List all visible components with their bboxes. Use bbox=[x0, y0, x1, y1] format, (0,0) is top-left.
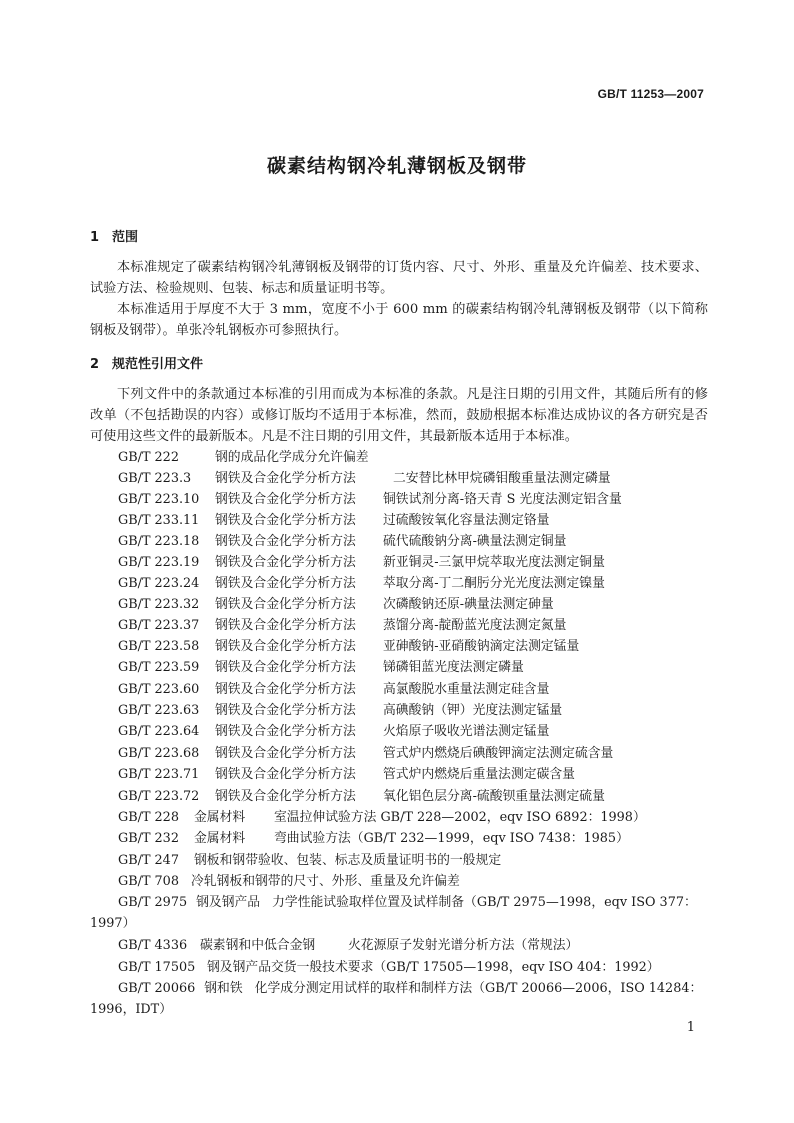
reference-category: 钢铁及合金化学分析方法 bbox=[215, 555, 356, 570]
reference-category: 钢铁及合金化学分析方法 bbox=[215, 492, 356, 507]
reference-title: 铜铁试剂分离-铬天青 S 光度法测定铝含量 bbox=[383, 492, 622, 507]
reference-code: GB/T 223.32 bbox=[118, 597, 200, 612]
section-title: 规范性引用文件 bbox=[112, 357, 204, 372]
reference-category: 钢铁及合金化学分析方法 bbox=[215, 597, 356, 612]
reference-category: 钢铁及合金化学分析方法 bbox=[215, 576, 356, 591]
reference-title: 新亚铜灵-三氯甲烷萃取光度法测定铜量 bbox=[383, 555, 605, 570]
reference-title: 化学成分测定用试样的取样和制样方法（GB/T 20066—2006，ISO 14284：1996，IDT） bbox=[90, 981, 703, 1018]
reference-category: 钢铁及合金化学分析方法 bbox=[215, 534, 356, 549]
reference-code: GB/T 4336 bbox=[118, 938, 188, 953]
reference-code: GB/T 223.58 bbox=[118, 639, 200, 654]
reference-code: GB/T 223.64 bbox=[118, 724, 200, 739]
reference-category: 钢及钢产品 bbox=[196, 895, 261, 910]
reference-title: 火焰原子吸收光谱法测定锰量 bbox=[383, 724, 550, 739]
paragraph: 本标准规定了碳素结构钢冷轧薄钢板及钢带的订货内容、尺寸、外形、重量及允许偏差、技术要求、试验方法、检验规则、包装、标志和质量证明书等。 bbox=[90, 260, 708, 297]
reference-title: 钢的成品化学成分允许偏差 bbox=[215, 450, 369, 465]
reference-category: 金属材料 bbox=[194, 810, 246, 825]
reference-code: GB/T 223.71 bbox=[118, 767, 200, 782]
reference-code: GB/T 232 bbox=[118, 831, 179, 846]
reference-code: GB/T 223.3 bbox=[118, 471, 192, 486]
reference-code: GB/T 223.18 bbox=[118, 534, 200, 549]
paragraph: 本标准适用于厚度不大于 3 mm，宽度不小于 600 mm 的碳素结构钢冷轧薄钢板及钢带（以下简称钢板及钢带）。单张冷轧钢板亦可参照执行。 bbox=[90, 302, 708, 339]
reference-code: GB/T 223.10 bbox=[118, 492, 200, 507]
reference-title: 钢及钢产品交货一般技术要求（GB/T 17505—1998，eqv ISO 404：1992） bbox=[207, 960, 660, 975]
reference-title: 火花源原子发射光谱分析方法（常规法） bbox=[348, 938, 579, 953]
reference-title: 过硫酸铵氧化容量法测定铬量 bbox=[383, 513, 550, 528]
reference-code: GB/T 223.60 bbox=[118, 682, 200, 697]
section-number: 1 bbox=[90, 230, 100, 245]
section-title: 范围 bbox=[112, 230, 139, 245]
reference-category: 钢铁及合金化学分析方法 bbox=[215, 703, 356, 718]
reference-category: 金属材料 bbox=[194, 831, 246, 846]
reference-title: 管式炉内燃烧后重量法测定碳含量 bbox=[383, 767, 575, 782]
paragraph: 下列文件中的条款通过本标准的引用而成为本标准的条款。凡是注日期的引用文件，其随后所有的修改单（不包括勘误的内容）或修订版均不适用于本标准，然而，鼓励根据本标准达成协议的各方研究是否可使用这些文件的最新版本。凡是不注日期的引用文件，其最新版本适用于本标准。 bbox=[90, 387, 708, 445]
reference-title: 冷轧钢板和钢带的尺寸、外形、重量及允许偏差 bbox=[191, 874, 460, 889]
reference-category: 钢铁及合金化学分析方法 bbox=[215, 789, 356, 804]
reference-title: 弯曲试验方法（GB/T 232—1999，eqv ISO 7438：1985） bbox=[274, 831, 629, 846]
standard-number-header: GB/T 11253—2007 bbox=[597, 87, 704, 101]
reference-code: GB/T 223.68 bbox=[118, 746, 200, 761]
reference-code: GB/T 223.72 bbox=[118, 789, 200, 804]
reference-title: 室温拉伸试验方法 GB/T 228—2002，eqv ISO 6892：1998） bbox=[274, 810, 646, 825]
section-number: 2 bbox=[90, 357, 100, 372]
reference-category: 碳素钢和中低合金钢 bbox=[200, 938, 316, 953]
reference-title: 高碘酸钠（钾）光度法测定锰量 bbox=[383, 703, 563, 718]
reference-category: 钢铁及合金化学分析方法 bbox=[215, 471, 356, 486]
reference-category: 钢铁及合金化学分析方法 bbox=[215, 767, 356, 782]
reference-title: 力学性能试验取样位置及试样制备（GB/T 2975—1998，eqv ISO 377：1997） bbox=[90, 895, 697, 932]
reference-category: 钢铁及合金化学分析方法 bbox=[215, 513, 356, 528]
reference-title: 硫代硫酸钠分离-碘量法测定铜量 bbox=[383, 534, 567, 549]
reference-title: 管式炉内燃烧后碘酸钾滴定法测定硫含量 bbox=[383, 746, 614, 761]
reference-title: 氧化铝色层分离-硫酸钡重量法测定硫量 bbox=[383, 789, 605, 804]
reference-category: 钢铁及合金化学分析方法 bbox=[215, 746, 356, 761]
reference-code: GB/T 223.59 bbox=[118, 660, 200, 675]
reference-code: GB/T 17505 bbox=[118, 960, 196, 975]
reference-code: GB/T 222 bbox=[118, 450, 179, 465]
reference-code: GB/T 233.11 bbox=[118, 513, 200, 528]
section-heading-normative-references bbox=[90, 353, 203, 372]
reference-title: 蒸馏分离-靛酚蓝光度法测定氮量 bbox=[383, 618, 567, 633]
reference-code: GB/T 2975 bbox=[118, 895, 188, 910]
reference-code: GB/T 247 bbox=[118, 853, 179, 868]
reference-title: 萃取分离-丁二酮肟分光光度法测定镍量 bbox=[383, 576, 605, 591]
reference-code: GB/T 223.63 bbox=[118, 703, 200, 718]
reference-category: 钢铁及合金化学分析方法 bbox=[215, 682, 356, 697]
document-title: 碳素结构钢冷轧薄钢板及钢带 bbox=[266, 155, 527, 177]
reference-category: 钢和铁 bbox=[204, 981, 243, 996]
reference-category: 钢铁及合金化学分析方法 bbox=[215, 724, 356, 739]
reference-category: 钢铁及合金化学分析方法 bbox=[215, 660, 356, 675]
reference-title: 锑磷钼蓝光度法测定磷量 bbox=[383, 660, 524, 675]
reference-title: 钢板和钢带验收、包装、标志及质量证明书的一般规定 bbox=[194, 853, 502, 868]
reference-code: GB/T 223.19 bbox=[118, 555, 200, 570]
reference-item bbox=[90, 978, 708, 1021]
reference-category: 钢铁及合金化学分析方法 bbox=[215, 639, 356, 654]
reference-title: 亚砷酸钠-亚硝酸钠滴定法测定锰量 bbox=[383, 639, 580, 654]
reference-item bbox=[90, 892, 708, 935]
reference-code: GB/T 20066 bbox=[118, 981, 196, 996]
section-heading-scope bbox=[90, 226, 138, 245]
reference-code: GB/T 708 bbox=[118, 874, 179, 889]
reference-title: 次磷酸钠还原-碘量法测定砷量 bbox=[383, 597, 554, 612]
reference-title: 高氯酸脱水重量法测定硅含量 bbox=[383, 682, 550, 697]
reference-title: 二安替比林甲烷磷钼酸重量法测定磷量 bbox=[393, 471, 611, 486]
reference-category: 钢铁及合金化学分析方法 bbox=[215, 618, 356, 633]
page-number: 1 bbox=[686, 1020, 695, 1035]
reference-code: GB/T 223.37 bbox=[118, 618, 200, 633]
reference-code: GB/T 228 bbox=[118, 810, 179, 825]
reference-code: GB/T 223.24 bbox=[118, 576, 200, 591]
